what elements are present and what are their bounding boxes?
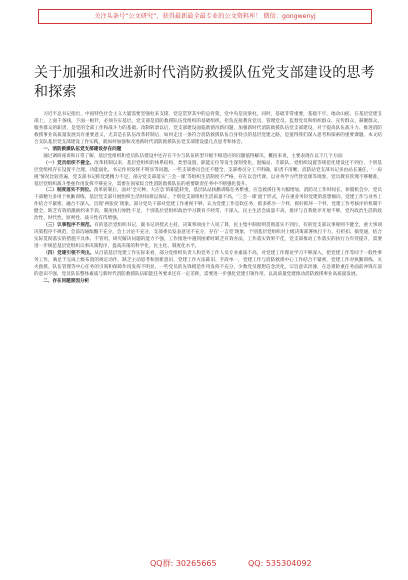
paragraph-lead: （三）议事程序不规范。 — [43, 223, 95, 229]
paragraph-lead: （四）党建引领不突出。 — [43, 251, 95, 257]
paragraph-lead: （一）党员组织不健全。 — [43, 160, 95, 166]
paragraph-text: 有的基层党组织书记、副书记讲授式主持，决策事项由个人说了算，民主集中制原则贯彻落实不到位，有的党支部议事规则不健全，重大事项决策程序不规范，会前沟通酝酿不充分，会上讨论不充分，支部委员发表意见不充分，存在‘一言堂’现象，个别基层党组织对上级决策部署执行不力，打折扣、搞变通，结合实际贯彻落实的措施不具体、不管用，研究解决问题的能力不强，工作推进中遇到困难时缺乏有效办法，工作落实效果不佳，党支部推动工作落实的执行力有待提升，需要进一步规范基层党组织议事决策程序，提高决策的科学化、民主化、制度化水平。 — [34, 223, 382, 250]
paragraph-text: 改革转制后，面对‘全灾种、大应急’的职能转变，基层队站执勤训练任务繁重，应急救援任务大幅增加，消防员工作时间长，休假机会少，党员干部精力多用于执勤训练，基层党支部开展组织生活时间难以保证，个别党支部组织生活质量不高，‘三会一课’流于形式，存在重业务轻党建的思想倾向，党建工作与业务工作结合不紧密，融合不深入，出现‘两张皮’现象。部分党员干部对党建工作重视不够，认为党建工作是软任务，抓多抓少一个样，抓好抓坏一个样，党建工作考核评价机制不健全，缺乏有效的激励约束手段，制度执行刚性不足，个别基层党组织政治学习教育不经常、不深入，民主生活会质量不高，批评与自我批评开展不够，党内政治生活的政治性、时代性、原则性、战斗性有待增强。 — [34, 188, 382, 222]
page-title: 关于加强和改进新时代消防救援队伍党支部建设的思考和探索 — [34, 65, 375, 100]
qq-group-text: QQ群: 30265665 — [150, 559, 217, 568]
paragraph-text: 习近平总书记指出，中国特色社会主义大厦需要坚强柱来支撑，党是贯穿其中的总骨架，党中央是顶梁柱。同时，基础非常重要，基础不牢，地动山摇。在基层党建支部上，上面千条线，下面一根针，必须夯实基层。党支部是消防救援队伍党组织的基础组织，担负直接教育党员、管理党员、监督党员和组织群众、宣传群众、凝聚群众、服务群众的职责，是党的全部工作和战斗力的基础。改制转隶以后，党支部建设面临新情况新问题，加强新时代消防救援队伍党支部建设，对于提高队伍战斗力、推进消防救援事业高质量发展具有重要意义，尤其是在队伍改革转制后，如何走出一条符合消防救援队伍自身特点的基层党建之路，是值得我们深入思考和探索的重要课题。本文结合支队基层党支部建设工作实践，就如何加强和改进新时代消防救援队伍党支部建设提几点思考和体会。 — [34, 112, 382, 145]
body-paragraph — [34, 251, 382, 279]
paragraph-text: 通过调研座谈和日常了解，基层党组织和党员队伍建设中还存在不少与队伍转型升级不相适应的问题值得解决，概括来说，主要表现在以下几个方面： — [43, 153, 347, 159]
paragraph-lead: （二）制度落实不到位。 — [43, 188, 94, 194]
body-paragraph — [34, 223, 382, 251]
paragraph-text: 改革转制以来，基层党组织的体系结构、类型设置、职能定位等发生深刻变化，混编站、专职队、党组织设置等规范化建设还不到位，个别基层党组织存在设置不合理、功能弱化、书记作用发挥不明显等问题，一些支部委员会还不健全，支部委员分工不明确，职责不清晰，消防站党支部书记多由站长兼任，‘一肩挑’情况比较普遍，党支部书记抓党建精力不足，部分党支部落实‘三会一课’等组织生活制度不严格，存在以会代课、以业务学习代替党课等现象，党员教育管理不够精准，基层党组织战斗堡垒作用发挥不够充分，需要在国家综合性消防救援队伍的重要职责任务中不断强化提升。 — [34, 160, 382, 187]
body-paragraph — [34, 154, 382, 161]
body-paragraph — [34, 188, 382, 223]
document-body — [34, 112, 382, 286]
section-heading: 一、消防救援队伍党支部建设存在问题 — [43, 146, 122, 152]
promo-banner: 关注头条号“公文研究”，获得最新最全最专业的公文资料库！ 微信：gongwenyj — [38, 9, 372, 24]
section-heading: 二、存在问题原因分析 — [43, 278, 90, 284]
paragraph-text: 从目前基层党建工作实际来看，部分党组织负责人和党务工作人员专业素质不高，对党建工作理论学习不够深入，把党建工作等同于一般性事务工作，满足于完成上级布置的规定动作，缺乏主动思考和创新意识，党建工作方法陈旧、手段单一，党建工作与消防救援中心工作结合不紧密，党建工作对执勤训练、灭火救援、队伍管理等中心任务的引领和保障作用发挥不明显，一些党员的先锋模范作用发挥不充分，少数党员理想信念淡化，宗旨意识淡薄，在急难险重任务面前冲锋在前的意识不强，党员队伍整体素质与新时代消防救援队伍职能任务要求还有一定差距，需要进一步强化党建引领作用，以高质量党建推动消防救援事业高质量发展。 — [34, 251, 382, 277]
qq-text: QQ: 535304092 — [248, 559, 312, 568]
body-paragraph — [34, 112, 382, 147]
contact-footer — [0, 556, 408, 572]
body-paragraph — [34, 161, 382, 189]
